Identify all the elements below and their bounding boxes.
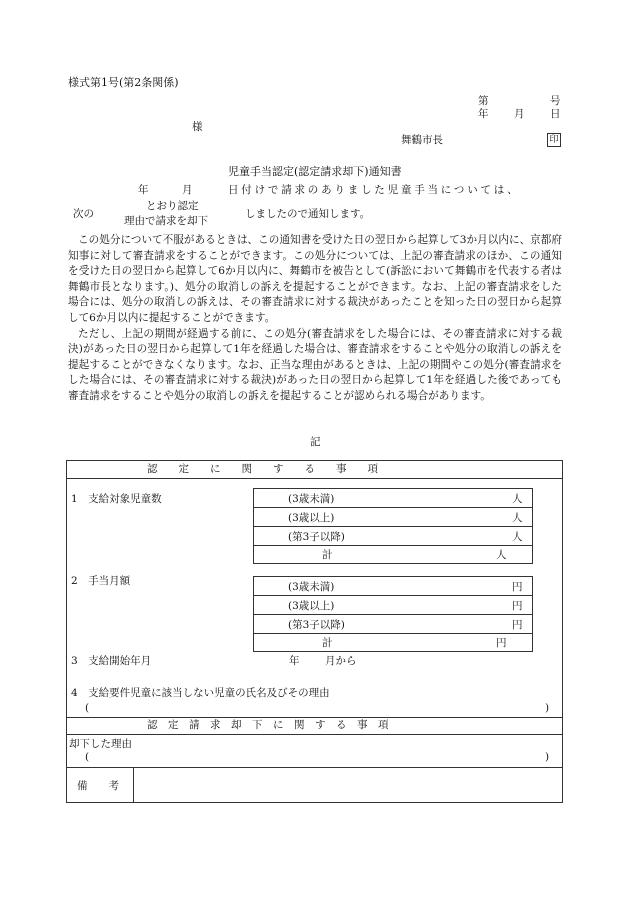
children-count-box [253, 488, 533, 564]
item1-children-count-label: 1 支給対象児童数 [71, 493, 162, 505]
nintei-section-heading: 認 定 に 関 す る 事 項 [147, 463, 378, 475]
intro-year: 年 [138, 184, 149, 196]
seal-stamp: 印 [547, 133, 561, 147]
amount-row-label: (3歳以上) [288, 600, 335, 612]
item4-paren-open: ( [85, 702, 90, 714]
date-day: 日 [550, 108, 561, 120]
intro-line1: 日付けで請求のありました児童手当については、 [228, 184, 521, 196]
item3-start-month-label: 3 支給開始年月 [71, 655, 152, 667]
item4-ineligible-children-label: 4 支給要件児童に該当しない児童の氏名及びその理由 [71, 687, 330, 699]
item3-year: 年 [289, 655, 300, 667]
amount-row-unit: 円 [512, 600, 523, 612]
form-number: 様式第1号(第2条関係) [68, 76, 179, 89]
document-number-prefix: 第 [478, 95, 489, 107]
amount-total-unit: 円 [496, 637, 507, 649]
children-row-unit: 人 [512, 512, 523, 524]
intro-ending: しましたので通知します。 [245, 208, 371, 220]
item2-monthly-amount-label: 2 手当月額 [71, 575, 131, 587]
remarks-label: 備 考 [77, 780, 119, 792]
appeal-notice [68, 233, 562, 405]
children-row-label: (3歳未満) [288, 493, 335, 505]
intro-option-reject: 理由で請求を却下 [124, 215, 208, 227]
rejection-paren-open: ( [85, 751, 90, 763]
date-month: 月 [514, 108, 525, 120]
intro-option-approve: とおり認定 [146, 200, 199, 212]
ki-heading: 記 [310, 436, 321, 448]
rejection-paren-close: ) [545, 751, 550, 763]
children-row-label: (第3子以降) [288, 531, 345, 543]
amount-row-label: (第3子以降) [288, 619, 345, 631]
monthly-amount-box [253, 576, 533, 652]
item3-month: 月から [325, 655, 357, 667]
addressee-sama: 様 [192, 121, 203, 133]
amount-row-unit: 円 [512, 581, 523, 593]
document-title: 児童手当認定(認定請求却下)通知書 [228, 165, 402, 178]
children-row-unit: 人 [512, 493, 523, 505]
amount-row-label: (3歳未満) [288, 581, 335, 593]
intro-tsugi-no: 次の [73, 208, 94, 220]
item4-paren-close: ) [545, 702, 550, 714]
rejection-reason-label: 却下した理由 [69, 738, 132, 750]
children-row-unit: 人 [512, 531, 523, 543]
children-total-label: 計 [322, 549, 333, 561]
amount-row-unit: 円 [512, 619, 523, 631]
children-row-label: (3歳以上) [288, 512, 335, 524]
issuer-name: 舞鶴市長 [401, 134, 443, 146]
document-number-suffix: 号 [550, 95, 561, 107]
intro-month: 月 [182, 184, 193, 196]
appeal-paragraph-1: この処分について不服があるときは、この通知書を受けた日の翌日から起算して3か月以内に、京都府知事に対して審査請求をすることができます。この処分については、上記の審査請求のほか、この通知を受けた日の翌日から起算して6か月以内に、舞鶴市を被告として(訴訟において舞鶴市を代表する者は舞鶴市長となります。)、処分の取消しの訴えを提起することができます。なお、上記の審査請求をした場合には、処分の取消しの訴えは、その審査請求に対する裁決があったことを知った日の翌日から起算して6か月以内に提起することができます。 [68, 234, 562, 324]
date-year: 年 [478, 108, 489, 120]
amount-total-label: 計 [322, 637, 333, 649]
children-total-unit: 人 [496, 549, 507, 561]
kyakka-section-heading: 認 定 請 求 却 下 に 関 す る 事 項 [147, 719, 389, 731]
appeal-paragraph-2: ただし、上記の期間が経過する前に、この処分(審査請求をした場合には、その審査請求に対する裁決)があった日の翌日から起算して1年を経過した場合は、審査請求をすることや処分の取消しの訴えを提起することができなくなります。なお、正当な理由があるときは、上記の期間やこの処分(審査請求をした場合には、その審査請求に対する裁決)があった日の翌日から起算して1年を経過した後であっても審査請求をすることや処分の取消しの訴えを提起することが認められる場合があります。 [68, 327, 562, 402]
details-table [66, 460, 563, 803]
